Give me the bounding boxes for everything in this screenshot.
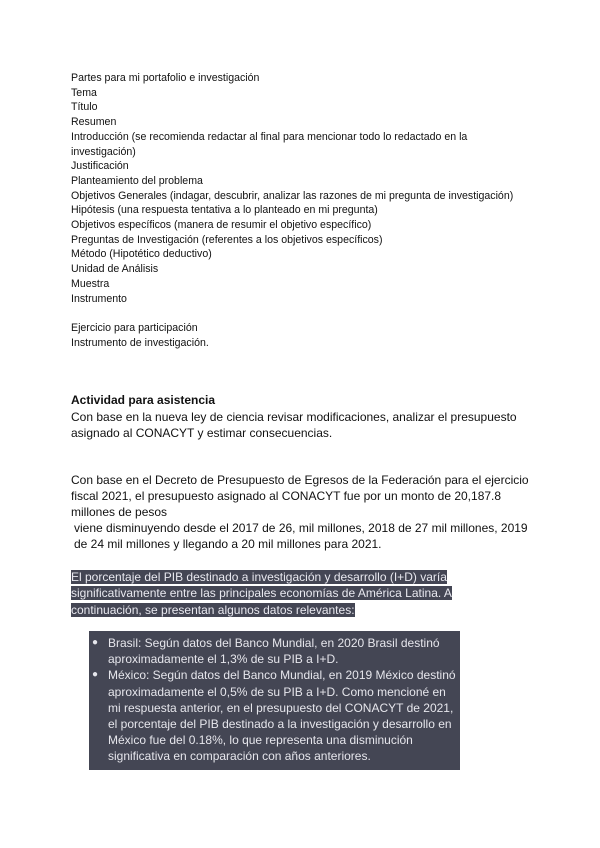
exercise-title: Ejercicio para participación (71, 322, 198, 335)
outline-item: Introducción (se recomienda redactar al final para mencionar todo lo redactado en la investigación) (71, 130, 468, 158)
outline-item: Objetivos específicos (manera de resumir el objetivo específico) (71, 219, 372, 232)
list-item (89, 635, 460, 667)
budget-trend-paragraph: viene disminuyendo desde el 2017 de 26, mil millones, 2018 de 27 mil millones, 2019 de 24 mil millones y llegando a 20 mil millones para 2021. (74, 521, 528, 551)
budget-section (71, 472, 541, 552)
bullet-marker: ● (92, 637, 99, 648)
activity-heading: Actividad para asistencia (71, 393, 216, 407)
outline-item: Justificación (71, 160, 129, 173)
highlighted-paragraph (71, 569, 471, 618)
outline-item: Instrumento (71, 292, 127, 305)
highlighted-text: El porcentaje del PIB destinado a investigación y desarrollo (I+D) varía significativamente entre las principales economías de América Latina. A continuación, se presentan algunos datos relevantes: (71, 570, 452, 617)
outline-item: Muestra (71, 277, 110, 290)
activity-description: Con base en la nueva ley de ciencia revisar modificaciones, analizar el presupuesto asignado al CONACYT y estimar consecuencias. (71, 410, 517, 440)
list-item (89, 667, 460, 764)
outline-item: Planteamiento del problema (71, 174, 203, 187)
budget-paragraph: Con base en el Decreto de Presupuesto de Egresos de la Federación para el ejercicio fiscal 2021, el presupuesto asignado al CONACYT fue por un monto de 20,187.8 millones de pesos (71, 473, 529, 519)
outline-item: Método (Hipotético deductivo) (71, 248, 212, 261)
activity-section (71, 393, 541, 441)
outline-title: Partes para mi portafolio e investigación (71, 72, 260, 84)
spacer (71, 306, 531, 321)
exercise-instrument: Instrumento de investigación. (71, 336, 209, 349)
portfolio-outline (71, 71, 531, 351)
outline-item: Resumen (71, 116, 117, 129)
outline-item: Unidad de Análisis (71, 263, 159, 276)
highlighted-bullet-list (89, 631, 460, 770)
outline-item: Tema (71, 86, 97, 99)
bullet-text-mexico: México: Según datos del Banco Mundial, en 2019 México destinó aproximadamente el 0,5% de su PIB a I+D. Como mencioné en mi respuesta anterior, en el presupuesto del CONACYT de 2021, el porcentaje del PIB destinado a la investigación y desarrollo en México fue del 0.18%, lo que representa una disminución significativa en comparación con años anteriores. (108, 668, 456, 764)
bullet-text-brasil: Brasil: Según datos del Banco Mundial, en 2020 Brasil destinó aproximadamente el 1,3% de su PIB a I+D. (108, 636, 440, 667)
outline-item: Objetivos Generales (indagar, descubrir, analizar las razones de mi pregunta de investigación) (71, 189, 514, 202)
outline-item: Hipótesis (una respuesta tentativa a lo planteado en mi pregunta) (71, 204, 378, 217)
bullet-marker: ● (92, 669, 99, 681)
outline-item: Título (71, 101, 98, 114)
outline-item: Preguntas de Investigación (referentes a los objetivos específicos) (71, 233, 383, 246)
